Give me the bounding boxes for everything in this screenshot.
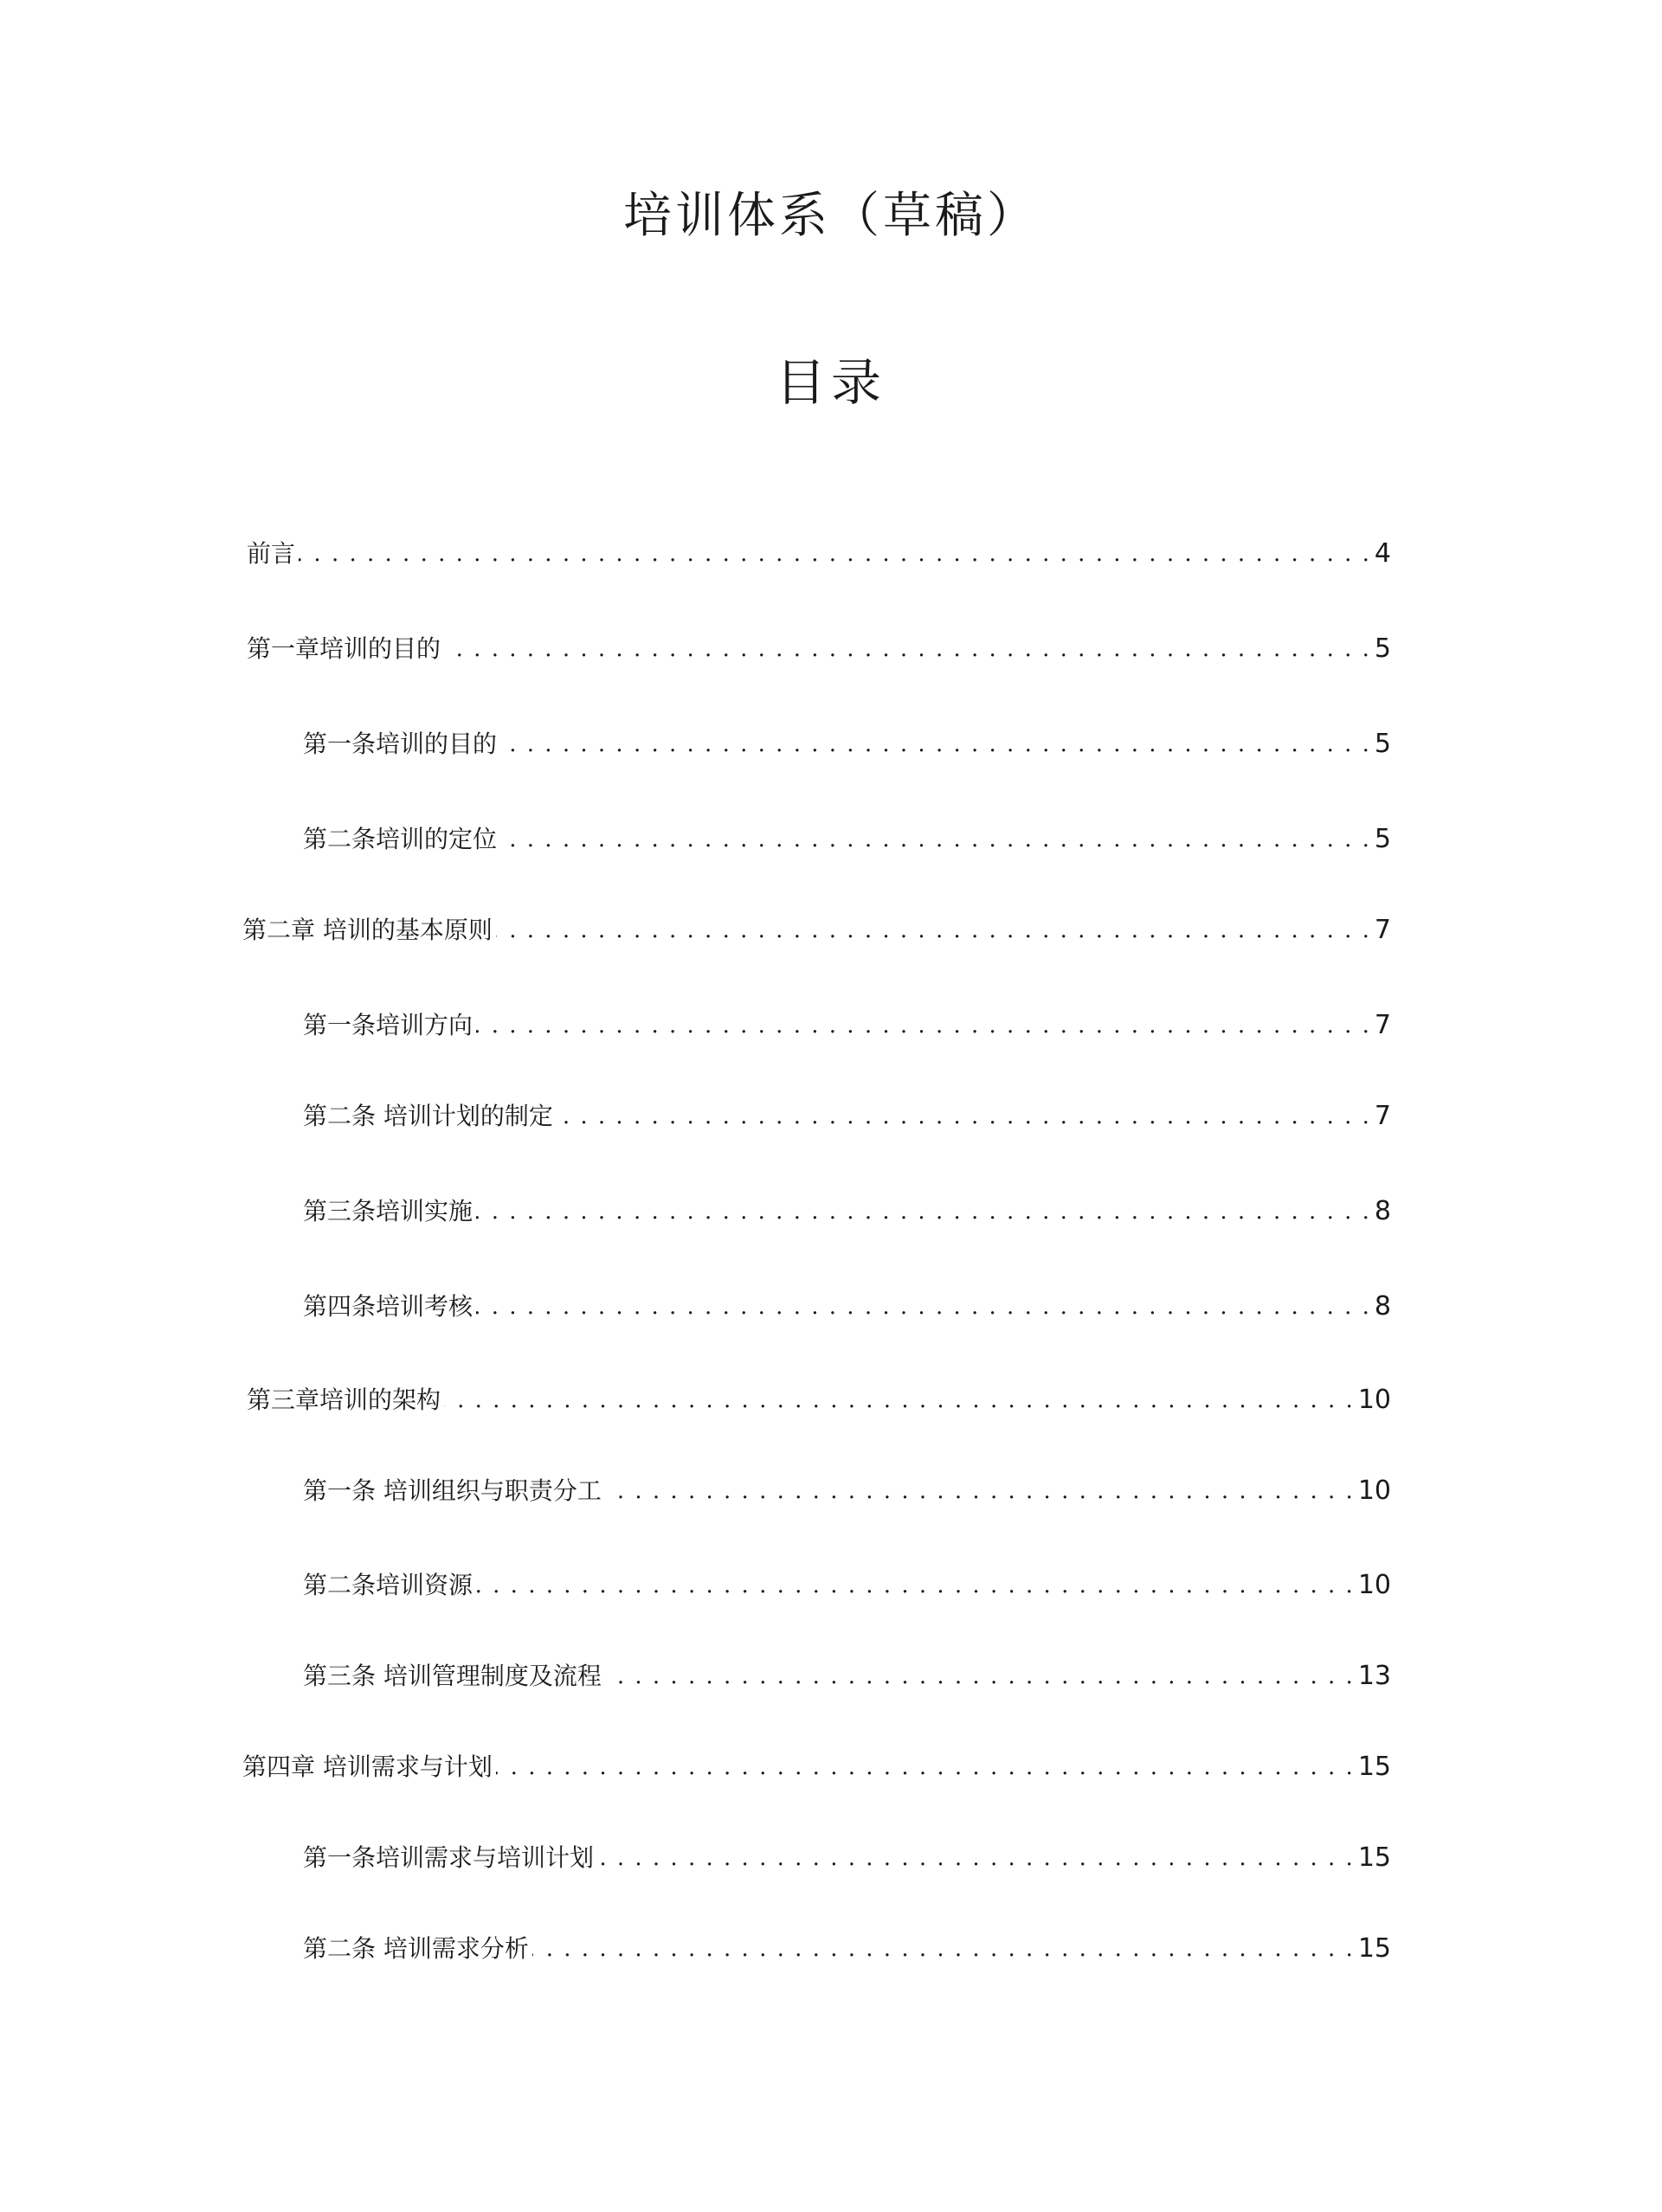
toc-leader-dots xyxy=(476,1194,1371,1229)
toc-page-number: 4 xyxy=(1374,538,1391,569)
toc-entry-article[interactable] xyxy=(303,1289,1391,1324)
toc-leader-dots xyxy=(299,537,1371,571)
toc-entry-label: 第三章培训的架构 xyxy=(247,1386,441,1414)
toc-entry-article[interactable] xyxy=(303,1568,1391,1603)
document-title: 培训体系（草稿） xyxy=(623,188,1039,244)
toc-entry-label: 第二条 培训需求分析 xyxy=(303,1934,529,1963)
toc-page-number: 7 xyxy=(1374,915,1391,945)
toc-entry-article[interactable] xyxy=(303,1008,1391,1043)
toc-entry-chapter[interactable] xyxy=(247,537,1391,571)
toc-page-number: 10 xyxy=(1357,1476,1391,1506)
toc-page-number: 5 xyxy=(1374,633,1391,664)
toc-entry-label: 第三条 培训管理制度及流程 xyxy=(303,1662,602,1690)
toc-page-number: 8 xyxy=(1374,1196,1391,1226)
toc-entry-article[interactable] xyxy=(303,1841,1391,1875)
toc-page-number: 15 xyxy=(1357,1842,1391,1873)
toc-page-number: 5 xyxy=(1374,729,1391,759)
toc-entry-label: 第一条培训的目的 xyxy=(303,730,498,758)
toc-page-number: 8 xyxy=(1374,1291,1391,1321)
toc-leader-dots xyxy=(557,1099,1371,1134)
toc-entry-article[interactable] xyxy=(303,1099,1391,1134)
toc-page-number: 15 xyxy=(1357,1933,1391,1964)
toc-leader-dots xyxy=(444,1383,1355,1418)
toc-leader-dots xyxy=(500,727,1371,762)
toc-leader-dots xyxy=(496,913,1371,948)
toc-leader-dots xyxy=(444,632,1371,666)
toc-entry-label: 第一条 培训组织与职责分工 xyxy=(303,1476,602,1505)
toc-entry-label: 第二条 培训计划的制定 xyxy=(303,1102,553,1130)
toc-leader-dots xyxy=(500,822,1371,857)
toc-leader-dots xyxy=(476,1289,1371,1324)
toc-entry-article[interactable] xyxy=(303,1474,1391,1508)
toc-leader-dots xyxy=(597,1841,1355,1875)
toc-entry-label: 第二条培训的定位 xyxy=(303,825,498,853)
toc-page-number: 7 xyxy=(1374,1101,1391,1131)
toc-leader-dots xyxy=(496,1750,1355,1784)
toc-entry-label: 前言 xyxy=(247,539,296,568)
toc-leader-dots xyxy=(605,1474,1355,1508)
toc-entry-article[interactable] xyxy=(303,1659,1391,1694)
toc-entry-chapter[interactable] xyxy=(242,1750,1391,1784)
toc-entry-label: 第四条培训考核 xyxy=(303,1292,473,1321)
toc-page-number: 10 xyxy=(1357,1385,1391,1415)
toc-entry-label: 第一条培训方向 xyxy=(303,1011,473,1039)
toc-leader-dots xyxy=(532,1932,1355,1966)
toc-entry-label: 第三条培训实施 xyxy=(303,1197,473,1225)
toc-leader-dots xyxy=(476,1008,1371,1043)
toc-heading: 目录 xyxy=(775,353,886,412)
toc-entry-label: 第二条培训资源 xyxy=(303,1571,473,1599)
toc-entry-article[interactable] xyxy=(303,1932,1391,1966)
toc-leader-dots xyxy=(476,1568,1355,1603)
toc-page-number: 5 xyxy=(1374,824,1391,854)
toc-entry-article[interactable] xyxy=(303,1194,1391,1229)
toc-page-number: 15 xyxy=(1357,1752,1391,1782)
toc-entry-label: 第一条培训需求与培训计划 xyxy=(303,1843,595,1872)
toc-page-number: 7 xyxy=(1374,1010,1391,1040)
toc-page-number: 10 xyxy=(1357,1570,1391,1600)
toc-page-number: 13 xyxy=(1357,1661,1391,1691)
toc-entry-label: 第一章培训的目的 xyxy=(247,634,441,663)
toc-entry-article[interactable] xyxy=(303,822,1391,857)
toc-entry-article[interactable] xyxy=(303,727,1391,762)
toc-entry-chapter[interactable] xyxy=(242,913,1391,948)
toc-entry-label: 第四章 培训需求与计划 xyxy=(242,1752,493,1781)
toc-entry-chapter[interactable] xyxy=(247,1383,1391,1418)
toc-entry-label: 第二章 培训的基本原则 xyxy=(242,916,493,944)
toc-leader-dots xyxy=(605,1659,1355,1694)
toc-entry-chapter[interactable] xyxy=(247,632,1391,666)
